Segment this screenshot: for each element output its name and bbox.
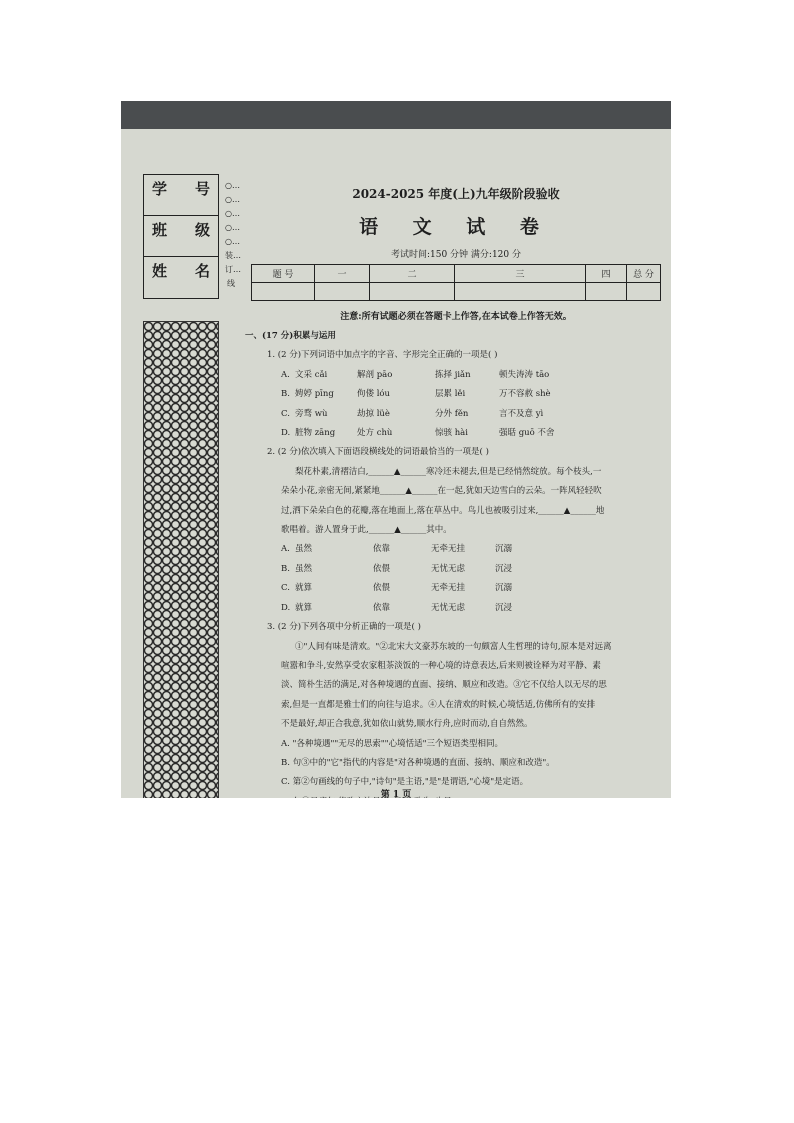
- question-1-option-word: 解剖 pāo: [357, 369, 393, 380]
- question-2-option-word: 沉浸: [495, 602, 513, 613]
- score-header-cell: 题 号: [252, 265, 315, 283]
- score-cell: [627, 283, 661, 301]
- question-1-option-word: 劫掠 lüè: [357, 408, 390, 419]
- score-header-cell: 二: [370, 265, 455, 283]
- question-2-option-word: 无牵无挂: [431, 583, 466, 594]
- score-cell: [370, 283, 455, 301]
- question-2-passage-line: 梨花朴素,清褶洁白,______▲______寒冷还未褪去,但是已经悄然绽放。每个枝头,一: [295, 466, 602, 477]
- page-number: 第 1 页: [380, 790, 412, 798]
- question-2-option: [251, 540, 661, 559]
- question-2-option-letter: C.: [281, 583, 290, 594]
- question-3-option: A. "各种境遇""无尽的思索""心境恬适"三个短语类型相同。: [281, 738, 504, 749]
- question-3-passage-line: 不是最好,却正合我意,犹如依山就势,顺水行舟,应时而动,自自然然。: [281, 719, 533, 730]
- score-cell: [455, 283, 586, 301]
- question-2-option-word: 依靠: [373, 544, 391, 555]
- binding-pattern: [143, 321, 219, 798]
- question-2-option-word: 无忧无虑: [431, 563, 466, 574]
- question-1-option-word: 娉婷 pīng: [295, 389, 334, 400]
- question-2-passage-line: 过,洒下朵朵白色的花瓣,落在地面上,落在草丛中。鸟儿也被吸引过来,______▲______地: [281, 505, 605, 516]
- exam-info: 考试时间:150 分钟 满分:120 分: [390, 250, 521, 260]
- question-1-option-letter: D.: [281, 428, 291, 439]
- student-id-field: 学 号: [144, 175, 218, 216]
- question-2-option-word: 虽然: [295, 544, 313, 555]
- question-1-option-letter: C.: [281, 408, 290, 419]
- question-1-option-word: 层累 lěi: [435, 389, 466, 400]
- class-field: 班 级: [144, 216, 218, 257]
- exam-header: [251, 177, 661, 322]
- question-3-passage-line: 索,但是一直都是雅士们的向往与追求。④人在清欢的时候,心境恬适,仿佛所有的安排: [281, 699, 596, 710]
- question-2-option-word: 依偎: [373, 583, 391, 594]
- question-1-option-word: 处方 chù: [357, 428, 393, 439]
- exam-body: [245, 327, 661, 798]
- question-1-option-word: 分外 fěn: [435, 408, 469, 419]
- question-2-option-word: 无牵无挂: [431, 544, 466, 555]
- score-header-cell: 一: [315, 265, 370, 283]
- question-1-stem: 1. (2 分)下列词语中加点字的字音、字形完全正确的一项是( ): [267, 350, 498, 361]
- question-2-option-letter: D.: [281, 602, 291, 613]
- question-3-passage-line: ①"人间有味是清欢。"②北宋大文豪苏东坡的一句颇富人生哲理的诗句,原本是对远离: [295, 641, 612, 652]
- question-2-option-word: 就算: [295, 583, 313, 594]
- score-header-cell: 三: [455, 265, 586, 283]
- question-1-option-word: 强聒 guō 不舍: [499, 428, 555, 439]
- score-header-cell: 总 分: [627, 265, 661, 283]
- score-cell: [252, 283, 315, 301]
- question-1-option-word: 佝偻 lóu: [357, 389, 391, 400]
- question-3-passage-line: 淡、简朴生活的满足,对各种境遇的直面、接纳、顺应和改造。③它不仅给人以无尽的思: [281, 680, 607, 691]
- question-2-stem: 2. (2 分)依次填入下面语段横线处的词语最恰当的一项是( ): [267, 447, 489, 458]
- question-1-option: [251, 424, 661, 443]
- question-3-option: B. 句③中的"它"指代的内容是"对各种境遇的直面、接纳、顺应和改造"。: [281, 757, 555, 768]
- question-2-option: [251, 579, 661, 598]
- exam-title-line2: 语 文 试 卷: [359, 216, 553, 238]
- score-cell: [315, 283, 370, 301]
- question-2-option-word: 沉浸: [495, 563, 513, 574]
- seal-line: ○…○…○…○…○…装…订…线: [225, 181, 241, 288]
- exam-notice: 注意:所有试题必须在答题卡上作答,在本试卷上作答无效。: [340, 312, 572, 322]
- question-1-option-word: 万不容赦 shè: [499, 389, 551, 400]
- score-header-cell: 四: [586, 265, 627, 283]
- question-2-option-word: 就算: [295, 602, 313, 613]
- document-photo: [121, 101, 671, 798]
- question-2-option-word: 依偎: [373, 563, 391, 574]
- question-1-option-letter: B.: [281, 389, 290, 400]
- question-1-option: [251, 405, 661, 424]
- exam-paper: [121, 129, 671, 798]
- question-2-option-word: 虽然: [295, 563, 313, 574]
- score-table: [251, 264, 661, 301]
- question-1-option: [251, 385, 661, 404]
- question-2-passage-line: 朵朵小花,亲密无间,紧紧地______▲______在一起,犹如天边雪白的云朵。一阵风轻轻吹: [281, 486, 602, 497]
- question-1-option-word: 顿失涛涛 tāo: [499, 369, 550, 380]
- question-2-option-word: 沉溺: [495, 583, 513, 594]
- question-2-option-letter: A.: [281, 544, 290, 555]
- question-3-stem: 3. (2 分)下列各项中分析正确的一项是( ): [267, 622, 421, 633]
- question-2-option-word: 依靠: [373, 602, 391, 613]
- question-3-passage-line: 喧嚣和争斗,安然享受农家粗茶淡饭的一种心境的诗意表达,后来则被诠释为对平静、素: [281, 660, 601, 671]
- question-2-option: [251, 599, 661, 618]
- question-2-passage-line: 歌唱着。游人置身于此,______▲______其中。: [281, 525, 452, 536]
- question-1-option-word: 文采 cǎi: [295, 369, 328, 380]
- question-1-option-word: 拣择 jiǎn: [435, 369, 471, 380]
- question-2-option-letter: B.: [281, 563, 290, 574]
- question-1-option-word: 惊骇 hài: [435, 428, 468, 439]
- question-1-option-word: 旁骛 wù: [295, 408, 328, 419]
- score-cell: [586, 283, 627, 301]
- name-field: 姓 名: [152, 262, 210, 280]
- question-1-option: [251, 366, 661, 385]
- exam-title-line1: 2024-2025 年度(上)九年级阶段验收: [352, 187, 560, 201]
- section-heading: 一、(17 分)积累与运用: [245, 331, 336, 341]
- question-2-option: [251, 560, 661, 579]
- question-1-option-word: 言不及意 yì: [499, 408, 544, 419]
- student-info-box: [143, 174, 219, 299]
- question-3-option: C. 第②句画线的句子中,"诗句"是主语,"是"是谓语,"心境"是定语。: [281, 777, 529, 788]
- question-2-option-word: 无忧无虑: [431, 602, 466, 613]
- question-1-option-letter: A.: [281, 369, 290, 380]
- question-1-option-word: 脏物 zāng: [295, 428, 336, 439]
- question-2-option-word: 沉溺: [495, 544, 513, 555]
